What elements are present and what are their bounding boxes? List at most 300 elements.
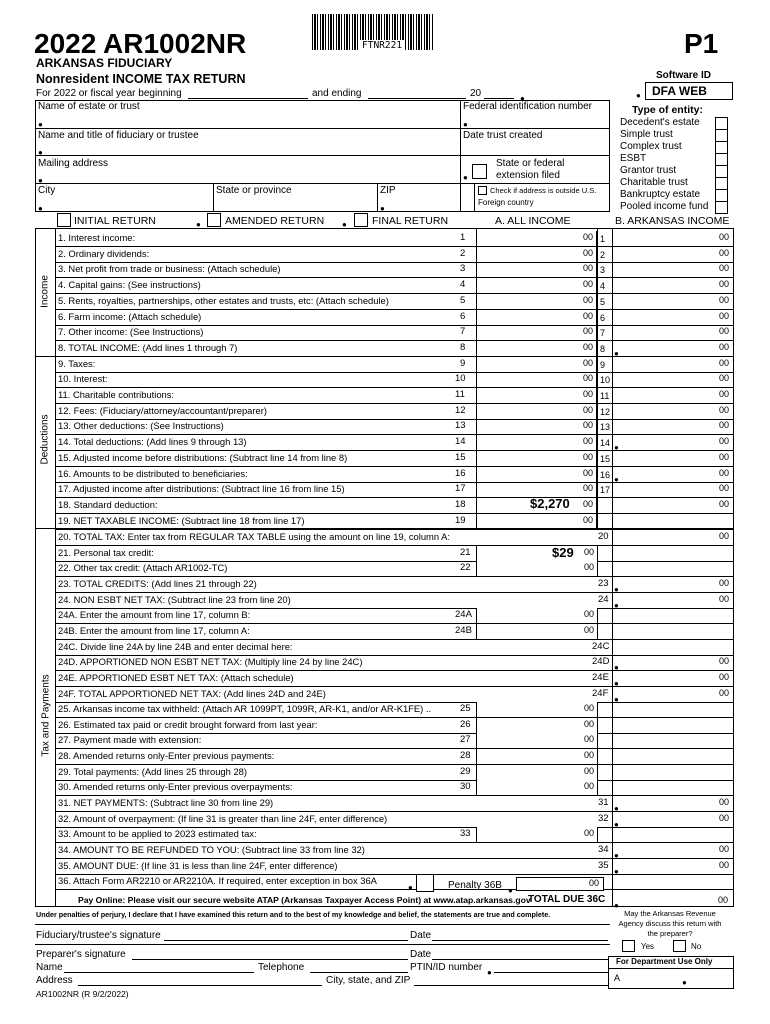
tax-line-number: 35 — [598, 860, 609, 871]
entity-checkbox-pooled[interactable] — [715, 201, 728, 214]
entity-item-label: ESBT — [620, 153, 647, 164]
tax-dot — [614, 814, 619, 832]
tax-inner-input[interactable] — [476, 733, 598, 749]
preparer-signature-label: Preparer's signature — [36, 949, 126, 960]
fiscal-year-label: For 2022 or fiscal year beginning — [36, 88, 182, 99]
line-number: 8 — [460, 342, 466, 353]
and-ending-label: and ending — [312, 88, 362, 99]
column-b-cents: 00 — [718, 420, 729, 430]
column-a-input[interactable] — [477, 419, 597, 434]
column-a-cents: 00 — [582, 373, 593, 383]
tax-inner-input[interactable] — [476, 608, 598, 624]
dept-a-label: A — [614, 973, 621, 983]
column-b-line-number: 9 — [600, 360, 606, 370]
line-label: 7. Other income: (See Instructions) — [58, 326, 204, 337]
prep-date-label: Date — [410, 949, 432, 960]
tax-line-number: 32 — [598, 813, 609, 824]
tax-line-label: 20. TOTAL TAX: Enter tax from REGULAR TAX TABLE using the amount on line 19, column A: — [58, 531, 451, 542]
tax-line-number: 33 — [460, 828, 471, 839]
column-a-input[interactable] — [477, 341, 597, 356]
tax-line-label: 24F. TOTAL APPORTIONED NET TAX: (Add lines 24D and 24E) — [58, 688, 326, 699]
tax-line-number: 34 — [598, 844, 609, 855]
entity-item-label: Simple trust — [620, 129, 673, 140]
software-id-label: Software ID — [656, 70, 712, 81]
line-number: 6 — [460, 311, 466, 322]
ptin-line[interactable] — [494, 972, 608, 973]
column-b-cents: 00 — [718, 248, 729, 258]
column-b-line-number: 11 — [600, 391, 610, 401]
city-input[interactable] — [38, 198, 43, 216]
tax-inner-cents: 00 — [583, 703, 594, 713]
column-a-cents: 00 — [582, 326, 593, 336]
tax-line-number: 24D — [592, 656, 610, 667]
line-label: 3. Net profit from trade or business: (Attach schedule) — [58, 263, 281, 274]
tax-inner-input[interactable] — [476, 624, 598, 640]
income-section-label: Income — [39, 275, 51, 308]
tax-inner-cents: 00 — [583, 625, 594, 635]
tax-cents: 00 — [718, 578, 729, 588]
perjury-statement: Under penalties of perjury, I declare that I have examined this return and to the best of my knowledge and belief, the statements are true and complete. — [36, 910, 551, 919]
city-label: City — [38, 185, 56, 196]
column-a-header: A. ALL INCOME — [495, 215, 571, 227]
column-b-line-number: 12 — [600, 407, 611, 417]
tax-inner-input[interactable] — [476, 718, 598, 734]
subtitle-fiduciary: ARKANSAS FIDUCIARY — [36, 56, 173, 70]
line-label: 15. Adjusted income before distributions: (Subtract line 14 from line 8) — [58, 452, 348, 463]
date-created-label: Date trust created — [463, 130, 543, 141]
line-number: 15 — [455, 452, 466, 463]
row-divider — [55, 309, 733, 310]
tax-inner-input[interactable] — [476, 765, 598, 781]
line-number: 10 — [455, 373, 466, 384]
initial-return-checkbox[interactable] — [57, 213, 71, 227]
tax-line-label: 23. TOTAL CREDITS: (Add lines 21 through 22) — [58, 578, 257, 589]
column-a-cents: 00 — [582, 420, 593, 430]
column-a-input[interactable] — [477, 435, 597, 450]
tax-inner-cents: 00 — [583, 766, 594, 776]
fiscal-begin-line[interactable] — [188, 98, 308, 99]
line-number: 5 — [460, 295, 466, 306]
column-b-line-number: 7 — [600, 328, 606, 338]
entity-item-label: Decedent's estate — [620, 117, 700, 128]
tax-inner-cents: 00 — [583, 828, 594, 838]
tax-row-divider — [55, 717, 733, 718]
tax-row-divider — [55, 686, 733, 687]
row-divider — [55, 529, 733, 530]
year-line[interactable] — [484, 98, 514, 99]
penalty-cents: 00 — [589, 878, 600, 888]
column-b-line-number: 3 — [600, 265, 606, 275]
tax-inner-cents: 00 — [583, 609, 594, 619]
zip-label: ZIP — [380, 185, 396, 196]
total-due-label: TOTAL DUE 36C — [528, 894, 606, 905]
tax-inner-input[interactable] — [476, 546, 598, 562]
column-b-cents: 00 — [718, 405, 729, 415]
tax-line-label: 24C. Divide line 24A by line 24B and enter decimal here: — [58, 641, 293, 652]
tax-inner-input[interactable] — [476, 780, 598, 796]
column-b-line-number: 10 — [600, 375, 611, 385]
line-label: 19. NET TAXABLE INCOME: (Subtract line 18 from line 17) — [58, 515, 305, 526]
column-a-cents: 00 — [582, 483, 593, 493]
tax-line-label: 30. Amended returns only-Enter previous overpayments: — [58, 781, 293, 792]
tax-line-number: 27 — [460, 734, 471, 745]
tax-cents: 00 — [718, 797, 729, 807]
dept-use-label: For Department Use Only — [616, 957, 713, 966]
tax-inner-cents: 00 — [583, 781, 594, 791]
tax-inner-cents: 00 — [583, 734, 594, 744]
software-dot — [636, 85, 641, 103]
state-label: State or province — [216, 185, 292, 196]
telephone-line[interactable] — [310, 972, 408, 973]
row-divider — [55, 513, 733, 514]
fiduciary-signature-line[interactable] — [164, 940, 408, 941]
tax-line-number: 24A — [455, 609, 472, 620]
preparer-name-line[interactable] — [64, 972, 254, 973]
line-number: 13 — [455, 420, 466, 431]
ptin-label: PTIN/ID number — [410, 962, 483, 973]
line-label: 16. Amounts to be distributed to beneficiaries: — [58, 468, 248, 479]
fiduciary-signature-label: Fiduciary/trustee's signature — [36, 930, 161, 941]
federal-id-label: Federal identification number — [463, 101, 592, 112]
column-b-cents: 00 — [718, 373, 729, 383]
column-b-line-number: 6 — [600, 313, 606, 323]
column-a-cents: 00 — [582, 342, 593, 352]
tax-cents: 00 — [718, 813, 729, 823]
tax-inner-cents: 00 — [583, 719, 594, 729]
tax-row-divider — [55, 764, 733, 765]
discuss-no-checkbox[interactable] — [673, 940, 686, 952]
tax-row-divider — [55, 842, 733, 843]
extension-checkbox[interactable] — [472, 164, 487, 179]
zip-input[interactable] — [380, 198, 385, 216]
tax-line-label: 26. Estimated tax paid or credit brought forward from last year: — [58, 719, 318, 730]
line-label: 2. Ordinary dividends: — [58, 248, 150, 259]
extension-label: State or federal extension filed — [496, 158, 565, 181]
tax-line-label: 24A. Enter the amount from line 17, column B: — [58, 609, 251, 620]
line-label: 17. Adjusted income after distributions: (Subtract line 16 from line 15) — [58, 483, 345, 494]
line-number: 2 — [460, 248, 466, 259]
line-label: 5. Rents, royalties, partnerships, other estates and trusts, etc: (Attach schedule) — [58, 295, 389, 306]
column-b-cents: 00 — [718, 436, 729, 446]
tax-row-divider — [55, 639, 733, 640]
tax-line-number: 23 — [598, 578, 609, 589]
tax-line-number: 20 — [598, 531, 609, 542]
tax-cents: 00 — [718, 688, 729, 698]
column-b-cents: 00 — [718, 499, 729, 509]
tax-inner-input[interactable] — [476, 702, 598, 718]
entity-item-label: Charitable trust — [620, 177, 688, 188]
tax-inner-value: $29 — [552, 545, 574, 560]
tax-cents: 00 — [718, 594, 729, 604]
row-divider — [55, 403, 733, 404]
column-a-cents: 00 — [582, 232, 593, 242]
tax-line-number: 24C — [592, 641, 610, 652]
preparer-address-line[interactable] — [78, 985, 322, 986]
total-due-cents: 00 — [718, 895, 729, 905]
column-a-input[interactable] — [477, 514, 597, 529]
barcode-text: FTNR221 — [362, 40, 403, 51]
tax-inner-input[interactable] — [476, 827, 598, 843]
entity-item-label: Complex trust — [620, 141, 682, 152]
page-number: P1 — [684, 28, 719, 59]
column-a-input[interactable] — [477, 451, 597, 466]
preparer-signature-line[interactable] — [132, 959, 408, 960]
column-b-line-number: 4 — [600, 281, 606, 291]
discuss-no-label: No — [691, 942, 702, 951]
telephone-label: Telephone — [258, 962, 305, 973]
fiduciary-name-label: Name and title of fiduciary or trustee — [38, 130, 199, 141]
tax-line-label: 29. Total payments: (Add lines 25 through 28) — [58, 766, 248, 777]
column-b-dot — [614, 469, 619, 487]
line-number: 4 — [460, 279, 466, 290]
tax-inner-input[interactable] — [476, 749, 598, 765]
column-a-input[interactable] — [477, 404, 597, 419]
tax-inner-cents: 00 — [583, 750, 594, 760]
final-return-checkbox[interactable] — [354, 213, 368, 227]
tax-dot — [408, 877, 413, 895]
name-estate-label: Name of estate or trust — [38, 101, 140, 112]
tax-line-number: 28 — [460, 750, 471, 761]
amended-return-checkbox[interactable] — [207, 213, 221, 227]
discuss-yes-checkbox[interactable] — [622, 940, 635, 952]
row-divider — [55, 356, 733, 357]
column-a-input[interactable] — [477, 482, 597, 497]
entity-item-label: Grantor trust — [620, 165, 677, 176]
tax-line-label: 24. NON ESBT NET TAX: (Subtract line 23 from line 20) — [58, 594, 291, 605]
column-b-header: B. ARKANSAS INCOME — [615, 215, 730, 227]
column-b-line-number: 8 — [600, 344, 606, 354]
line-number: 7 — [460, 326, 466, 337]
tax-dot — [614, 861, 619, 879]
prep-date-line[interactable] — [432, 959, 608, 960]
sig-date-label: Date — [410, 930, 432, 941]
tax-line-label: 36. Attach Form AR2210 or AR2210A. If required, enter exception in box 36A — [58, 875, 377, 886]
mailing-label: Mailing address — [38, 158, 109, 169]
row-divider — [55, 277, 733, 278]
column-a-cents: 00 — [582, 248, 593, 258]
line-label: 6. Farm income: (Attach schedule) — [58, 311, 202, 322]
column-a-cents: 00 — [582, 452, 593, 462]
entity-item-label: Bankruptcy estate — [620, 189, 701, 200]
column-b-line-number: 17 — [600, 485, 611, 495]
column-b-line-number: 1 — [600, 234, 606, 244]
line-label: 4. Capital gains: (See instructions) — [58, 279, 201, 290]
column-b-cents: 00 — [718, 295, 729, 305]
tax-cents: 00 — [718, 844, 729, 854]
penalty-36b-label: Penalty 36B — [448, 880, 502, 891]
final-return-label: FINAL RETURN — [372, 215, 449, 227]
tax-line-number: 24E — [592, 672, 609, 683]
preparer-address-label: Address — [36, 975, 73, 986]
line-number: 18 — [455, 499, 466, 510]
tax-line-label: 21. Personal tax credit: — [58, 547, 154, 558]
tax-dot — [614, 595, 619, 613]
tax-row-divider — [55, 545, 733, 546]
preparer-name-label: Name — [36, 962, 63, 973]
row-divider — [55, 466, 733, 467]
column-a-cents: 00 — [582, 405, 593, 415]
tax-line-label: 24D. APPORTIONED NON ESBT NET TAX: (Multiply line 24 by line 24C) — [58, 656, 363, 667]
amended-return-label: AMENDED RETURN — [225, 215, 325, 227]
line-label: 10. Interest: — [58, 373, 108, 384]
tax-row-divider — [55, 670, 733, 671]
tax-line-number: 29 — [460, 766, 471, 777]
tax-inner-input[interactable] — [476, 561, 598, 577]
tax-line-label: 32. Amount of overpayment: (If line 31 is greater than line 24F, enter difference) — [58, 813, 388, 824]
column-b-cents: 00 — [718, 311, 729, 321]
column-a-cents: 00 — [582, 499, 593, 509]
tax-cents: 00 — [718, 860, 729, 870]
subtitle-return: Nonresident INCOME TAX RETURN — [36, 72, 246, 86]
tax-inner-cents: 00 — [583, 547, 594, 557]
sig-date-line[interactable] — [432, 940, 608, 941]
line-label: 11. Charitable contributions: — [58, 389, 175, 400]
form-title: 2022 AR1002NR — [34, 28, 247, 59]
tax-line-label: 27. Payment made with extension: — [58, 734, 202, 745]
tax-cents: 00 — [718, 656, 729, 666]
row-divider — [55, 387, 733, 388]
column-b-cents: 00 — [718, 342, 729, 352]
column-a-cents: 00 — [582, 295, 593, 305]
deductions-section-label: Deductions — [39, 414, 51, 465]
tax-row-divider — [55, 623, 733, 624]
column-b-cents: 00 — [718, 483, 729, 493]
column-a-cents: 00 — [582, 515, 593, 525]
tax-row-divider — [55, 748, 733, 749]
tax-cents: 00 — [718, 672, 729, 682]
column-b-cents: 00 — [718, 389, 729, 399]
tax-line-label: 22. Other tax credit: (Attach AR1002-TC) — [58, 562, 228, 573]
row-divider — [55, 246, 733, 247]
column-a-input[interactable] — [477, 278, 597, 293]
column-a-input[interactable] — [477, 247, 597, 262]
tax-row-divider — [55, 592, 733, 593]
column-a-cents: 00 — [582, 279, 593, 289]
line-label: 8. TOTAL INCOME: (Add lines 1 through 7) — [58, 342, 238, 353]
tax-section-label: Tax and Payments — [40, 674, 52, 757]
column-a-input[interactable] — [477, 294, 597, 309]
column-a-input[interactable] — [477, 262, 597, 277]
tax-line-number: 25 — [460, 703, 471, 714]
tax-line-label: 35. AMOUNT DUE: (If line 31 is less than line 24F, enter difference) — [58, 860, 338, 871]
column-a-input[interactable] — [477, 325, 597, 340]
tax-line-number: 24 — [598, 594, 609, 605]
column-b-cents: 00 — [718, 279, 729, 289]
tax-inner-cents: 00 — [583, 562, 594, 572]
column-a-cents: 00 — [582, 468, 593, 478]
column-b-cents: 00 — [718, 358, 729, 368]
column-a-input[interactable] — [477, 372, 597, 387]
column-b-line-number: 5 — [600, 297, 606, 307]
foreign-country-label: Foreign country — [478, 198, 534, 207]
column-b-cents: 00 — [718, 263, 729, 273]
line-number: 9 — [460, 358, 466, 369]
tax-line-label: 31. NET PAYMENTS: (Subtract line 30 from line 29) — [58, 797, 274, 808]
tax-row-divider — [55, 811, 733, 812]
line-label: 1. Interest income: — [58, 232, 136, 243]
line-number: 12 — [455, 405, 466, 416]
column-a-cents: 00 — [582, 311, 593, 321]
column-a-cents: 00 — [582, 263, 593, 273]
column-a-input[interactable] — [477, 357, 597, 372]
entity-title: Type of entity: — [632, 104, 703, 116]
tax-line-number: 26 — [460, 719, 471, 730]
line-number: 19 — [455, 515, 466, 526]
tax-line-number: 24F — [592, 688, 609, 699]
column-b-dot — [614, 343, 619, 361]
tax-line-label: 24E. APPORTIONED ESBT NET TAX: (Attach schedule) — [58, 672, 294, 683]
column-a-cents: 00 — [582, 389, 593, 399]
initial-return-label: INITIAL RETURN — [74, 215, 156, 227]
pay-online-text: Pay Online: Please visit our secure website ATAP (Arkansas Taxpayer Access Point) at www.atap.arkansas.gov — [78, 895, 531, 905]
box-36a-input[interactable] — [416, 874, 434, 892]
row-divider — [55, 293, 733, 294]
entity-item-label: Pooled income fund — [620, 201, 709, 212]
column-a-value: $2,270 — [530, 496, 570, 511]
column-b-cents: 00 — [718, 232, 729, 242]
tax-row-divider — [55, 889, 733, 890]
city-state-zip-line[interactable] — [414, 985, 608, 986]
column-a-cents: 00 — [582, 358, 593, 368]
column-b-line-number: 13 — [600, 422, 611, 432]
column-b-line-number: 15 — [600, 454, 611, 464]
form-id: AR1002NR (R 9/2/2022) — [36, 989, 129, 999]
line-number: 3 — [460, 263, 466, 274]
tax-line-label: 25. Arkansas income tax withheld: (Attach AR 1099PT, 1099R, AR-K1, and/or AR-K1FE) .. — [58, 703, 432, 714]
outside-us-checkbox[interactable] — [478, 186, 487, 195]
column-a-input[interactable] — [477, 310, 597, 325]
discuss-yes-label: Yes — [641, 942, 655, 951]
tax-row-divider — [55, 858, 733, 859]
tax-line-number: 24B — [455, 625, 472, 636]
tax-line-label: 33. Amount to be applied to 2023 estimated tax: — [58, 828, 257, 839]
tax-cents: 00 — [718, 531, 729, 541]
tax-line-number: 22 — [460, 562, 471, 573]
row-divider — [55, 340, 733, 341]
tax-row-divider — [55, 576, 733, 577]
column-b-dot — [614, 437, 619, 455]
column-a-input[interactable] — [477, 388, 597, 403]
line-label: 9. Taxes: — [58, 358, 96, 369]
column-b-cents: 00 — [718, 326, 729, 336]
line-label: 14. Total deductions: (Add lines 9 through 13) — [58, 436, 247, 447]
city-state-zip-label: City, state, and ZIP — [326, 975, 411, 986]
column-b-cents: 00 — [718, 452, 729, 462]
line-label: 12. Fees: (Fiduciary/attorney/accountant/preparer) — [58, 405, 267, 416]
column-a-cents: 00 — [582, 436, 593, 446]
line-label: 13. Other deductions: (See Instructions) — [58, 420, 224, 431]
year-20-label: 20 — [470, 88, 482, 99]
tax-line-number: 21 — [460, 547, 471, 558]
tax-line-label: 24B. Enter the amount from line 17, column A: — [58, 625, 250, 636]
column-b-cents: 00 — [718, 468, 729, 478]
column-a-input[interactable] — [477, 467, 597, 482]
column-b-line-number: 2 — [600, 250, 606, 260]
tax-line-label: 28. Amended returns only-Enter previous payments: — [58, 750, 275, 761]
row-divider — [55, 497, 733, 498]
row-divider — [55, 450, 733, 451]
column-b-line-number: 16 — [600, 470, 611, 480]
column-b-line-number: 14 — [600, 438, 611, 448]
tax-line-number: 30 — [460, 781, 471, 792]
row-divider — [55, 434, 733, 435]
column-a-input[interactable] — [477, 231, 597, 246]
tax-dot — [614, 689, 619, 707]
outside-us-label: Check if address is outside U.S. — [490, 186, 597, 195]
discuss-text: May the Arkansas Revenue Agency discuss this return with the preparer? — [618, 909, 722, 938]
tax-line-label: 34. AMOUNT TO BE REFUNDED TO YOU: (Subtract line 33 from line 32) — [58, 844, 365, 855]
fiscal-end-line[interactable] — [368, 98, 466, 99]
